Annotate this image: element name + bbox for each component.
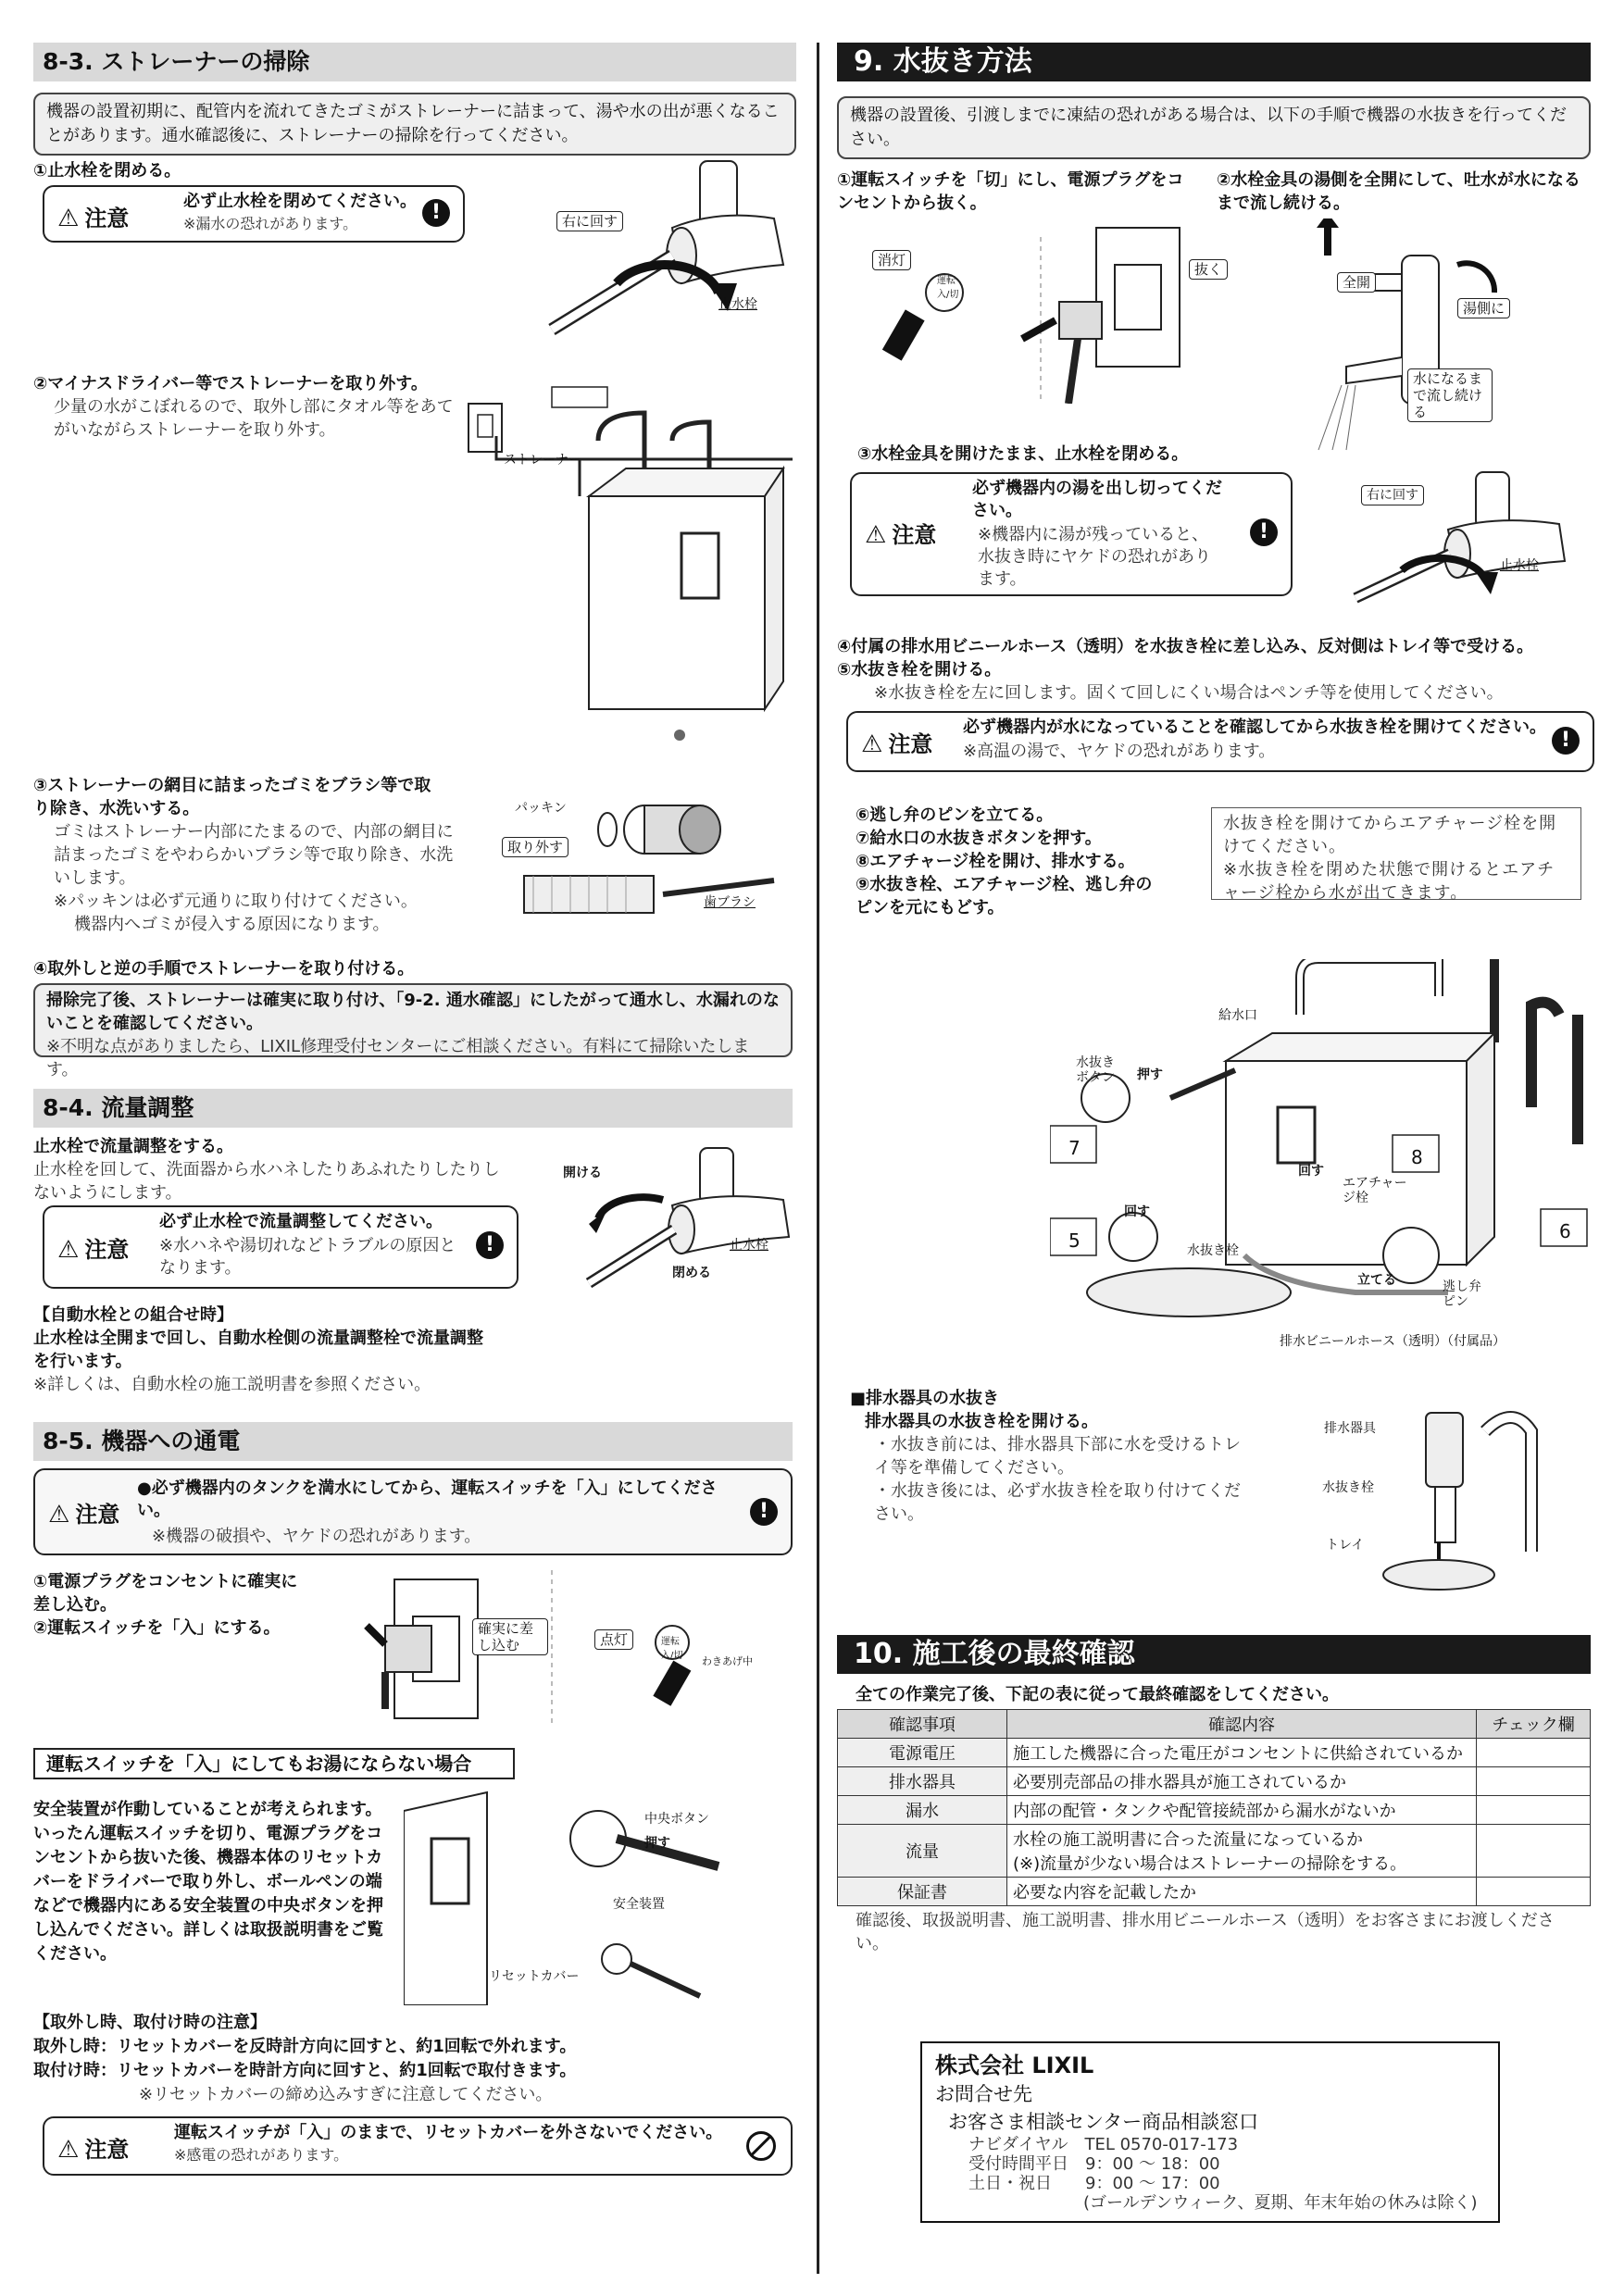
s83-step4: ④取外しと逆の手順でストレーナーを取り付ける。	[33, 959, 415, 979]
warning-triangle-icon: ⚠	[57, 205, 80, 232]
tag-stop-valve-3: 止水栓	[1500, 558, 1539, 573]
final-check-table	[837, 1709, 1591, 1906]
s9-side-note1: 水抜き栓を開けてからエアチャージ栓を開けてください。	[1223, 814, 1557, 856]
s9-drain-lead: 排水器具の水抜き栓を開ける。	[865, 1412, 1098, 1431]
tag-turn: 回す	[1124, 1204, 1150, 1219]
s83-step2: ②マイナスドライバー等でストレーナーを取り外す。	[33, 374, 428, 393]
table-row: 排水器具 必要別売部品の排水器具が施工されているか	[838, 1767, 1591, 1796]
tag-safety: 安全装置	[613, 1897, 665, 1912]
column-divider	[817, 43, 819, 2274]
tag-push-2: 押す	[1137, 1067, 1163, 1082]
s9-caution2-main: 必ず機器内が水になっていることを確認してから水抜き栓を開けてください。	[963, 718, 1546, 737]
s85-detach-text: 取外し時：リセットカバーを反時計方向に回すと、約1回転で外れます。	[33, 2037, 577, 2056]
s9-caution2: ⚠ 注意 必ず機器内が水になっていることを確認してから水抜き栓を開けてください。 ※高温の湯で、ヤケドの恐れがあります。 !	[846, 711, 1594, 772]
s85-caution: ⚠ 注意 ●必ず機器内のタンクを満水にしてから、運転スイッチを「入」にしてください。 ※機器の破損や、ヤケドの恐れがあります。 !	[33, 1468, 793, 1555]
tag-packing: パッキン	[515, 801, 567, 816]
water-heater-illustration	[441, 367, 802, 765]
table-header-row	[838, 1710, 1591, 1739]
left-column	[33, 43, 796, 2164]
tag-remove: 取り外す	[502, 837, 568, 857]
s9-step2: ②水栓金具の湯側を全開にして、吐水が水になるまで流し続ける。	[1217, 170, 1580, 213]
table-row: 漏水 内部の配管・タンクや配管接続部から漏水がないか	[838, 1796, 1591, 1825]
s84-caution-main: 必ず止水栓で流量調整してください。	[159, 1212, 443, 1231]
hours-weekday: 受付時間平日 9：00 ～ 18：00	[968, 2154, 1220, 2174]
exclamation-icon: !	[750, 1498, 778, 1526]
navi-dial: ナビダイヤル TEL 0570-017-173	[968, 2135, 1239, 2154]
unplug-illustration	[856, 218, 1207, 404]
tag-inlet: 給水口	[1218, 1008, 1257, 1023]
tag-tray: トレイ	[1326, 1538, 1365, 1553]
tag-strainer: ストレーナー	[504, 453, 581, 468]
warning-triangle-icon: ⚠	[861, 730, 883, 758]
exclamation-icon: !	[1250, 518, 1278, 546]
table-row: 保証書 必要な内容を記載したか	[838, 1878, 1591, 1906]
s83-caution1: ⚠ 注意 必ず止水栓を閉めてください。 ※漏水の恐れがあります。 !	[43, 185, 465, 243]
tag-off: 消灯	[872, 250, 911, 270]
tag-turn-right: 右に回す	[556, 211, 623, 231]
s9-drain-b2: ・水抜き後には、必ず水抜き栓を取り付けてください。	[874, 1481, 1241, 1524]
s83-complete-box	[33, 983, 793, 1079]
section-8-4-title: 8-4. 流量調整	[33, 1089, 793, 1128]
faucet-illustration	[1291, 218, 1568, 459]
section-10-title: 10. 施工後の最終確認	[837, 1635, 1591, 1674]
tag-stop-valve: 止水栓	[718, 297, 757, 312]
tag-hose: 排水ビニールホース（透明）（付属品）	[1280, 1334, 1506, 1349]
tag-light: 点灯	[594, 1629, 633, 1650]
s83-caution1-note: ※漏水の恐れがあります。	[183, 215, 358, 232]
s9-caution1-note: ※機器内に湯が残っていると、水抜き時にヤケドの恐れがあります。	[978, 525, 1211, 589]
s83-box-note: ※不明な点がありましたら、LIXIL修理受付センターにご相談ください。有料にて掃除いたします。	[46, 1037, 750, 1079]
s85-caution2-main: 運転スイッチが「入」のままで、リセットカバーを外さないでください。	[174, 2123, 723, 2142]
s9-step4: ④付属の排水用ビニールホース（透明）を水抜き栓に差し込み、反対側はトレイ等で受ける。	[837, 637, 1534, 656]
s9-side-note2: ※水抜き栓を閉めた状態で開けるとエアチャージ栓から水が出てきます。	[1223, 860, 1555, 903]
exclamation-icon: !	[476, 1231, 504, 1259]
tag-hot-side: 湯側に	[1457, 298, 1510, 318]
table-row: 電源電圧 施工した機器に合った電圧がコンセントに供給されているか	[838, 1739, 1591, 1767]
tag-turn-right-2: 右に回す	[1361, 485, 1424, 505]
s9-step6: ⑥逃し弁のピンを立てる。	[856, 805, 1054, 825]
check-cell[interactable]	[1477, 1878, 1591, 1906]
num-5: 5	[1068, 1229, 1081, 1252]
warning-triangle-icon: ⚠	[57, 1236, 80, 1264]
tag-toothbrush: 歯ブラシ	[704, 895, 756, 910]
num-8: 8	[1411, 1146, 1423, 1168]
s83-caution1-main: 必ず止水栓を閉めてください。	[183, 192, 417, 211]
warning-triangle-icon: ⚠	[48, 1501, 70, 1529]
num-7: 7	[1068, 1137, 1081, 1159]
s85-attach-text: 取付け時：リセットカバーを時計方向に回すと、約1回転で取付きます。	[33, 2061, 577, 2080]
tag-run-switch-2: 運転 入/切	[937, 276, 959, 300]
s9-step3: ③水栓金具を開けたまま、止水栓を閉める。	[857, 444, 1189, 464]
s9-step5-note: ※水抜き栓を左に回します。固くて回しにくい場合はペンチ等を使用してください。	[874, 683, 1504, 703]
s84-auto-body: 止水栓は全開まで回し、自動水栓側の流量調整栓で流量調整を行います。	[33, 1329, 483, 1371]
s83-step3-note1: ※パッキンは必ず元通りに取り付けてください。	[54, 892, 418, 911]
tag-full-open: 全開	[1337, 272, 1376, 293]
s9-step1: ①運転スイッチを「切」にし、電源プラグをコンセントから抜く。	[837, 170, 1184, 213]
exclamation-icon: !	[422, 199, 450, 227]
table-row: 流量 水栓の施工説明書に合った流量になっているか (※)流量が少ない場合はストレーナーの掃除をする。	[838, 1825, 1591, 1878]
s85-attach-note: ※リセットカバーの締め込みすぎに注意してください。	[139, 2085, 553, 2104]
s9-side-note	[1211, 807, 1581, 903]
section-8-5-title: 8-5. 機器への通電	[33, 1422, 793, 1461]
warning-triangle-icon: ⚠	[57, 2136, 80, 2164]
center-name: お客さま相談センター商品相談窓口	[948, 2111, 1259, 2133]
s84-lead: 止水栓で流量調整をする。	[33, 1137, 233, 1156]
s10-lead: 全ての作業完了後、下記の表に従って最終確認をしてください。	[856, 1685, 1339, 1704]
s9-step9: ⑨水抜き栓、エアチャージ栓、逃し弁のピンを元にもどす。	[856, 875, 1153, 917]
section-8-3-intro: 機器の設置初期に、配管内を流れてきたゴミがストレーナーに詰まって、湯や水の出が悪くなることがあります。通水確認後に、ストレーナーの掃除を行ってください。	[33, 93, 796, 156]
tag-air-charge: エアチャージ栓	[1343, 1176, 1407, 1205]
warning-triangle-icon: ⚠	[865, 521, 887, 549]
tag-turn-2: 回す	[1298, 1164, 1324, 1179]
s83-step3: ③ストレーナーの網目に詰まったゴミをブラシ等で取り除き、水洗いする。	[33, 776, 431, 818]
s85-box-body: 安全装置が作動していることが考えられます。いったん運転スイッチを切り、電源プラグをコンセントから抜いた後、機器本体のリセットカバーをドライバーで取り外し、ボールペンの端などで機器内にある安全装置の中央ボタンを押し込んでください。詳しくは取扱説明書をご覧ください。	[33, 1800, 383, 1964]
col-header-item: 確認事項	[838, 1710, 1007, 1739]
s85-step2: ②運転スイッチを「入」にする。	[33, 1618, 281, 1638]
tag-drain-fixture: 排水器具	[1324, 1421, 1376, 1436]
tag-center-button: 中央ボタン	[644, 1812, 709, 1827]
tag-drain-plug: 水抜き栓	[1187, 1243, 1239, 1258]
tag-drain-button: 水抜きボタン	[1076, 1055, 1115, 1085]
s83-box-main: 掃除完了後、ストレーナーは確実に取り付け、「9-2. 通水確認」にしたがって通水し、水漏れのないことを確認してください。	[46, 991, 780, 1033]
s85-caution2: ⚠ 注意 運転スイッチが「入」のままで、リセットカバーを外さないでください。 ※感電の恐れがあります。	[43, 2116, 793, 2176]
check-cell[interactable]	[1477, 1825, 1591, 1878]
right-column	[837, 43, 1591, 1953]
tag-insert: 確実に差し込む	[472, 1618, 548, 1655]
exclamation-icon: !	[1552, 727, 1580, 755]
s84-caution-note: ※水ハネや湯切れなどトラブルの原因となります。	[159, 1236, 456, 1278]
section-9-title: 9. 水抜き方法	[837, 43, 1591, 81]
check-cell[interactable]	[1477, 1767, 1591, 1796]
num-6: 6	[1559, 1220, 1571, 1242]
tag-relief: 逃し弁ピン	[1443, 1279, 1481, 1309]
s83-step3-note2: 機器内へゴミが侵入する原因になります。	[74, 915, 390, 934]
tag-close: 閉める	[672, 1266, 711, 1280]
final-check-table-wrap	[837, 1709, 1591, 1906]
drain-procedure-illustration	[1050, 959, 1596, 1329]
tag-run-switch: 運転 入/切	[661, 1637, 683, 1661]
s85-caution-note: ※機器の破損や、ヤケドの恐れがあります。	[152, 1527, 481, 1546]
s83-step3-detail: ゴミはストレーナー内部にたまるので、内部の網目に詰まったゴミをやわらかいブラシ等で取り除き、水洗いします。	[54, 822, 454, 888]
tag-stand: 立てる	[1357, 1273, 1396, 1288]
s83-step2-detail: 少量の水がこぼれるので、取外し部にタオル等をあてがいながらストレーナーを取り外す。	[54, 397, 454, 440]
s9-step5: ⑤水抜き栓を開ける。	[837, 660, 1002, 680]
prohibited-icon	[746, 2131, 776, 2161]
company-name: 株式会社 LIXIL	[935, 2053, 1094, 2078]
tag-boil: わきあげ中	[702, 1655, 753, 1667]
section-8-3-title: 8-3. ストレーナーの掃除	[33, 43, 796, 81]
hours-weekend: 土日・祝日 9：00 ～ 17：00	[968, 2174, 1220, 2193]
s84-caution: ⚠ 注意 必ず止水栓で流量調整してください。 ※水ハネや湯切れなどトラブルの原因となります。 !	[43, 1205, 518, 1289]
tag-reset: リセットカバー	[489, 1969, 580, 1984]
s9-caution1-main: 必ず機器内の湯を出し切ってください。	[972, 479, 1222, 520]
reset-cover-illustration	[404, 1783, 802, 2005]
s85-attach-head: 【取外し時、取付け時の注意】	[33, 2013, 267, 2032]
tag-flow-until-cold: 水になるまで流し続ける	[1407, 368, 1493, 422]
holiday-note: (ゴールデンウィーク、夏期、年末年始の休みは除く)	[1083, 2193, 1478, 2213]
col-header-content: 確認内容	[1007, 1710, 1477, 1739]
s85-caution2-note: ※感電の恐れがあります。	[174, 2146, 349, 2164]
tag-stop-valve-2: 止水栓	[730, 1238, 768, 1253]
s85-box-title: 運転スイッチを「入」にしてもお湯にならない場合	[33, 1748, 515, 1779]
s85-caution-main: ●必ず機器内のタンクを満水にしてから、運転スイッチを「入」にしてください。	[137, 1479, 718, 1520]
tag-unplug: 抜く	[1189, 259, 1228, 280]
s9-drain-b1: ・水抜き前には、排水器具下部に水を受けるトレイ等を準備してください。	[874, 1435, 1241, 1478]
s9-caution1: ⚠ 注意 必ず機器内の湯を出し切ってください。 ※機器内に湯が残っていると、水抜き時にヤケドの恐れがあります。 !	[850, 472, 1293, 596]
check-cell[interactable]	[1477, 1739, 1591, 1767]
s84-auto-head: 【自動水栓との組合せ時】	[33, 1305, 233, 1325]
check-cell[interactable]	[1477, 1796, 1591, 1825]
col-header-check: チェック欄	[1477, 1710, 1591, 1739]
plug-switch-illustration	[357, 1570, 802, 1728]
s84-auto-note: ※詳しくは、自動水栓の施工説明書を参照ください。	[33, 1375, 431, 1394]
s9-drain-head: ■排水器具の水抜き	[850, 1389, 1000, 1408]
section-9-intro: 機器の設置後、引渡しまでに凍結の恐れがある場合は、以下の手順で機器の水抜きを行ってください。	[837, 96, 1591, 159]
s83-step1: ①止水栓を閉める。	[33, 161, 181, 181]
inquiry-label: お問合せ先	[935, 2083, 1032, 2105]
s85-step1: ①電源プラグをコンセントに確実に差し込む。	[33, 1572, 298, 1615]
tag-open: 開ける	[563, 1166, 602, 1180]
stop-valve-illustration	[533, 154, 802, 357]
s10-after: 確認後、取扱説明書、施工説明書、排水用ビニールホース（透明）をお客さまにお渡しください。	[856, 1911, 1555, 1953]
tag-drain-plug-2: 水抜き栓	[1322, 1480, 1374, 1495]
s9-caution2-note: ※高温の湯で、ヤケドの恐れがあります。	[963, 742, 1276, 761]
contact-box	[920, 2041, 1500, 2223]
s84-detail: 止水栓を回して、洗面器から水ハネしたりあふれたりしたりしないようにします。	[33, 1160, 500, 1203]
s9-step8: ⑧エアチャージ栓を開け、排水する。	[856, 852, 1135, 871]
s9-step7: ⑦給水口の水抜きボタンを押す。	[856, 829, 1102, 848]
tag-push: 押す	[644, 1836, 670, 1851]
